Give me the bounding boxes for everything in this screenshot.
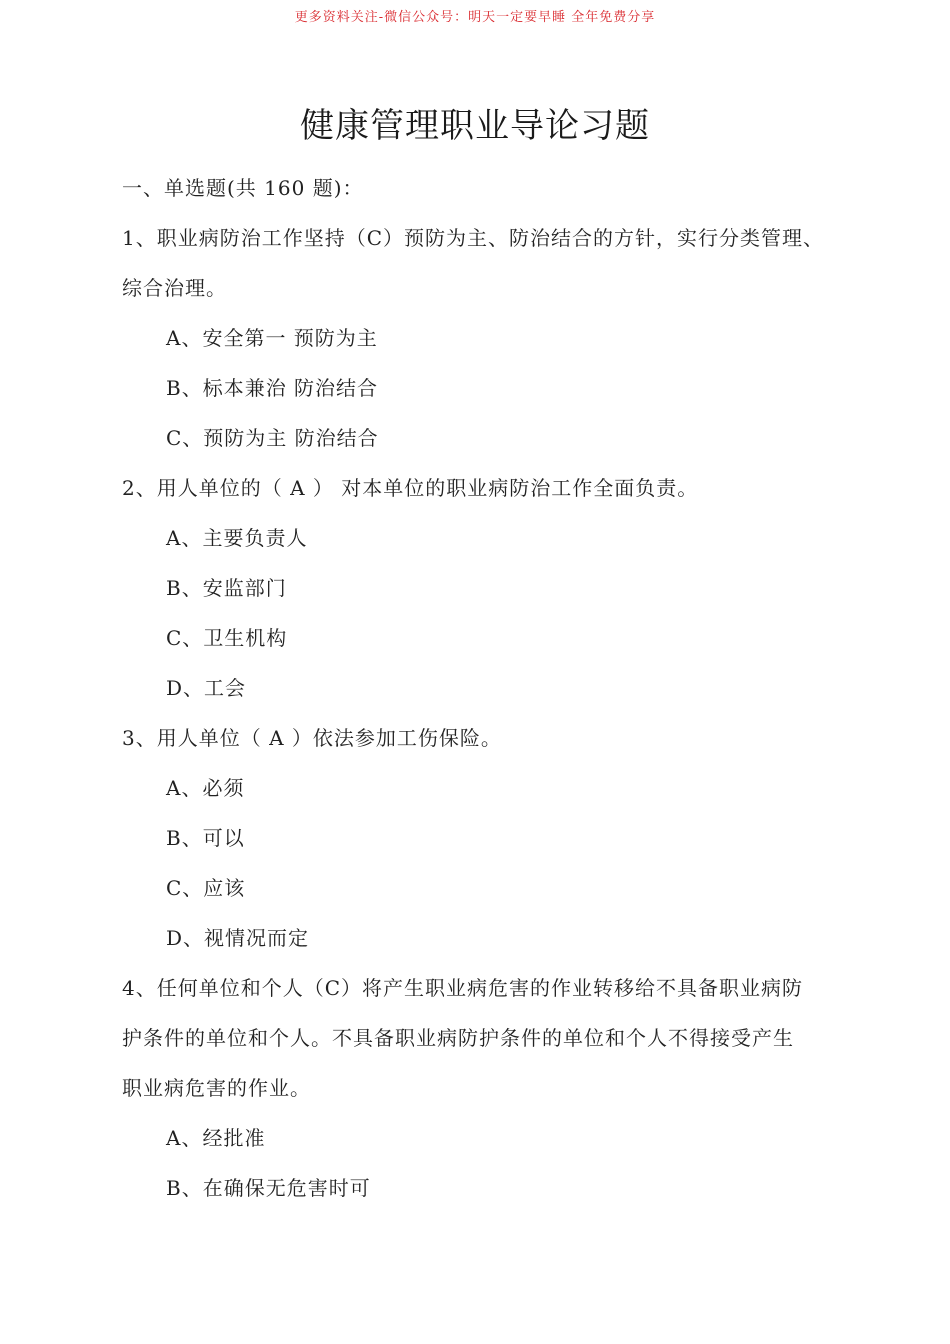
document-body: [122, 163, 842, 1213]
question-4: [122, 963, 842, 1213]
question-text-line: 1、职业病防治工作坚持（C）预防为主、防治结合的方针，实行分类管理、: [122, 226, 825, 250]
section-heading: 一、单选题(共 160 题)：: [122, 176, 364, 200]
question-3: [122, 713, 842, 963]
question-text-line: 4、任何单位和个人（C）将产生职业病危害的作业转移给不具备职业病防: [122, 976, 804, 1000]
answer-option: A、经批准: [166, 1126, 266, 1150]
answer-option: D、视情况而定: [166, 926, 310, 950]
answer-option: C、卫生机构: [166, 626, 288, 650]
answer-option: A、主要负责人: [166, 526, 308, 550]
answer-option: B、可以: [166, 826, 245, 850]
question-text-line: 护条件的单位和个人。不具备职业病防护条件的单位和个人不得接受产生: [122, 1026, 794, 1050]
answer-option: C、预防为主 防治结合: [166, 426, 379, 450]
answer-option: A、必须: [166, 776, 245, 800]
question-text-line: 2、用人单位的（ A ） 对本单位的职业病防治工作全面负责。: [122, 476, 699, 500]
header-banner: 更多资料关注-微信公众号：明天一定要早睡 全年免费分享: [294, 10, 656, 25]
question-text-line: 职业病危害的作业。: [122, 1076, 311, 1100]
question-text-line: 综合治理。: [122, 276, 227, 300]
answer-option: B、标本兼治 防治结合: [166, 376, 379, 400]
answer-option: C、应该: [166, 876, 246, 900]
page-title: 健康管理职业导论习题: [300, 106, 650, 146]
answer-option: A、安全第一 预防为主: [166, 326, 378, 350]
question-text-line: 3、用人单位（ A ）依法参加工伤保险。: [122, 726, 502, 750]
question-1: [122, 213, 842, 463]
answer-option: B、安监部门: [166, 576, 287, 600]
answer-option: B、在确保无危害时可: [166, 1176, 371, 1200]
answer-option: D、工会: [166, 676, 247, 700]
question-2: [122, 463, 842, 713]
